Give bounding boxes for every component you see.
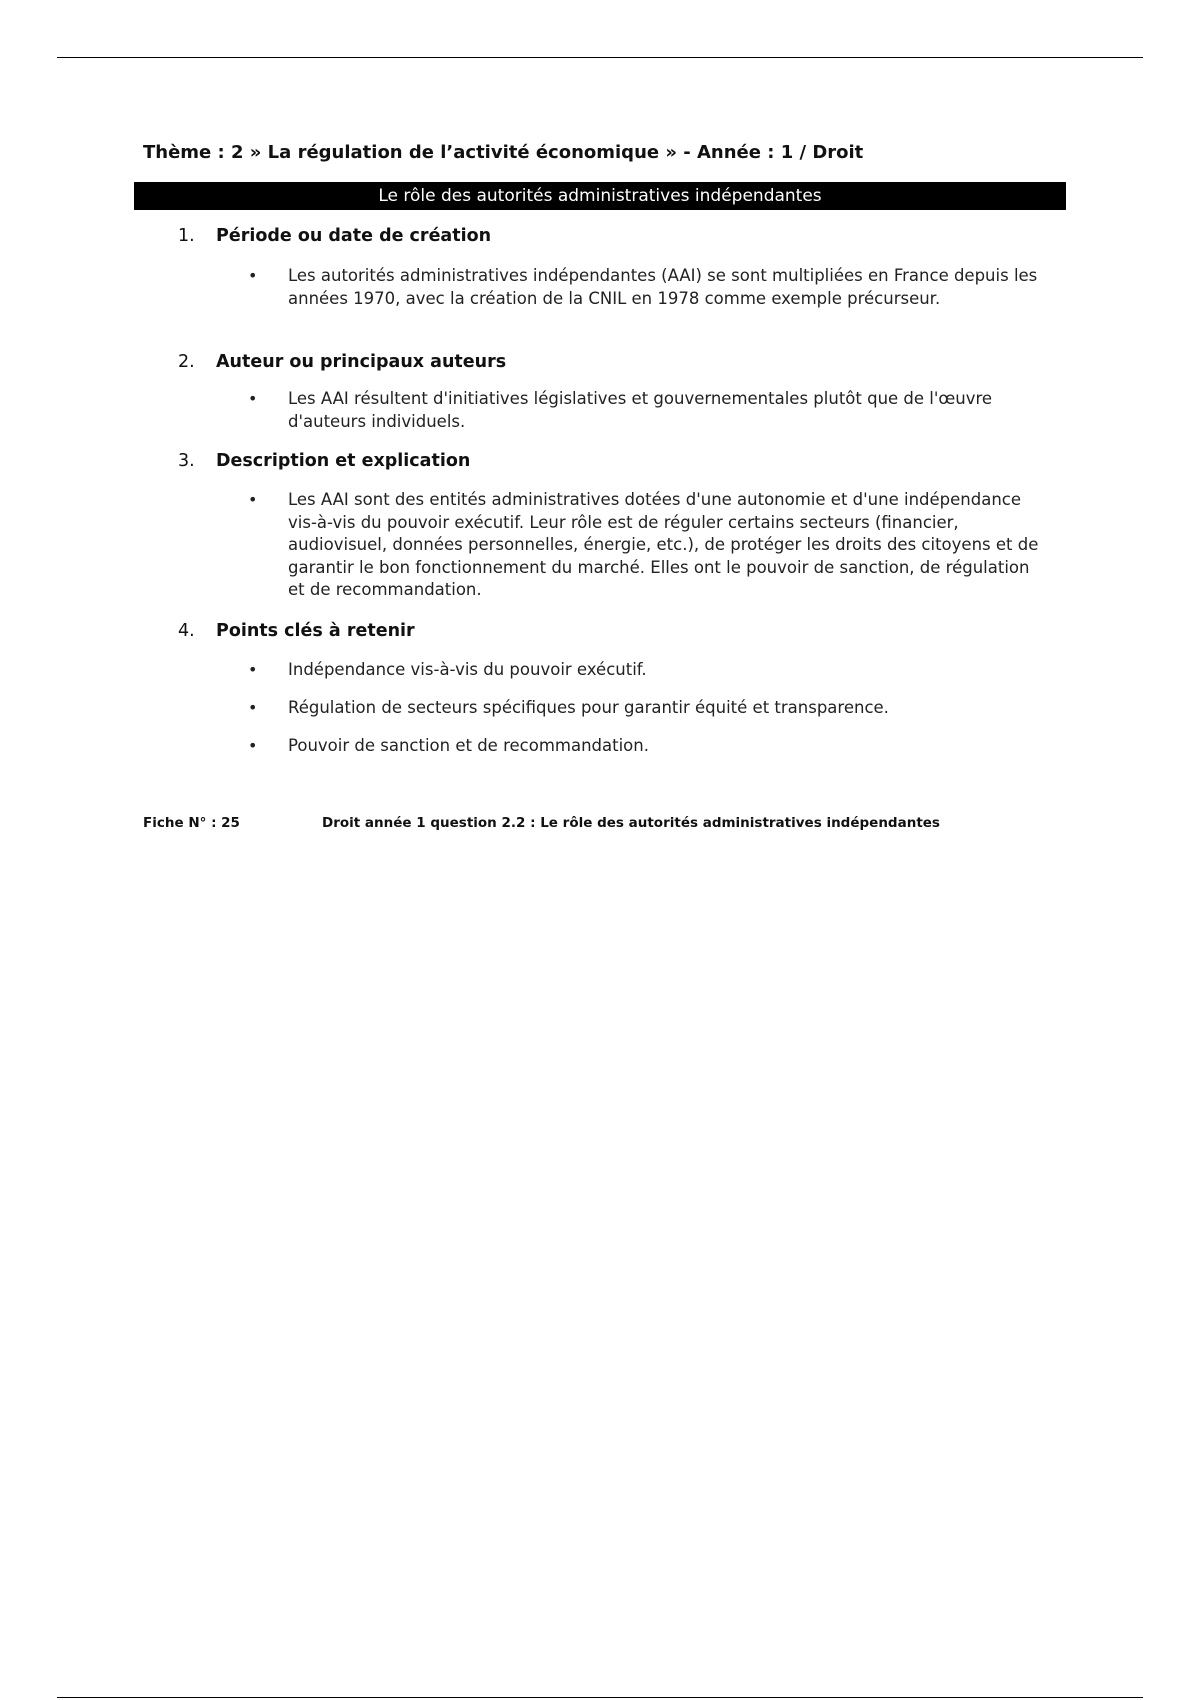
section-title: Période ou date de création [216,226,492,246]
section-title: Points clés à retenir [216,621,415,641]
top-rule [57,57,1143,58]
section-number: 4. [178,621,195,641]
bullet-icon: • [248,266,258,285]
section-heading [178,352,506,372]
section-number: 3. [178,451,195,471]
footer-reference: Droit année 1 question 2.2 : Le rôle des autorités administratives indépendantes [322,815,940,831]
section-number: 1. [178,226,195,246]
fiche-number: Fiche N° : 25 [143,815,240,831]
bullet-text: Les autorités administratives indépendantes (AAI) se sont multipliées en France depuis les années 1970, avec la création de la CNIL en 1978 comme exemple précurseur. [288,266,1038,308]
bullet-icon: • [248,698,258,717]
bullet-icon: • [248,660,258,679]
list-item [248,489,1048,602]
section-heading [178,621,415,641]
section-heading [178,226,491,246]
list-item [248,659,1048,682]
section-heading [178,451,470,471]
bullet-text: Les AAI résultent d'initiatives législatives et gouvernementales plutôt que de l'œuvre d'auteurs individuels. [288,389,993,431]
list-item [248,265,1048,310]
section-number: 2. [178,352,195,372]
bullet-text: Régulation de secteurs spécifiques pour garantir équité et transparence. [288,698,889,717]
bullet-icon: • [248,389,258,408]
theme-line: Thème : 2 » La régulation de l’activité économique » - Année : 1 / Droit [143,142,864,163]
section-title: Auteur ou principaux auteurs [216,352,507,372]
section-title: Description et explication [216,451,471,471]
bullet-icon: • [248,736,258,755]
bullet-text: Indépendance vis-à-vis du pouvoir exécutif. [288,660,647,679]
bullet-icon: • [248,490,258,509]
bullet-text: Les AAI sont des entités administratives dotées d'une autonomie et d'une indépendance vis-à-vis du pouvoir exécutif. Leur rôle est de réguler certains secteurs (financier, audiovisuel, données personnelles, énergie, etc.), de protéger les droits des citoyens et de garantir le bon fonctionnement du marché. Elles ont le pouvoir de sanction, de régulation et de recommandation. [288,490,1039,599]
list-item [248,697,1048,720]
list-item [248,735,1048,758]
list-item [248,388,1048,433]
bullet-text: Pouvoir de sanction et de recommandation. [288,736,649,755]
bottom-rule [57,1697,1143,1698]
title-bar: Le rôle des autorités administratives indépendantes [134,182,1066,210]
